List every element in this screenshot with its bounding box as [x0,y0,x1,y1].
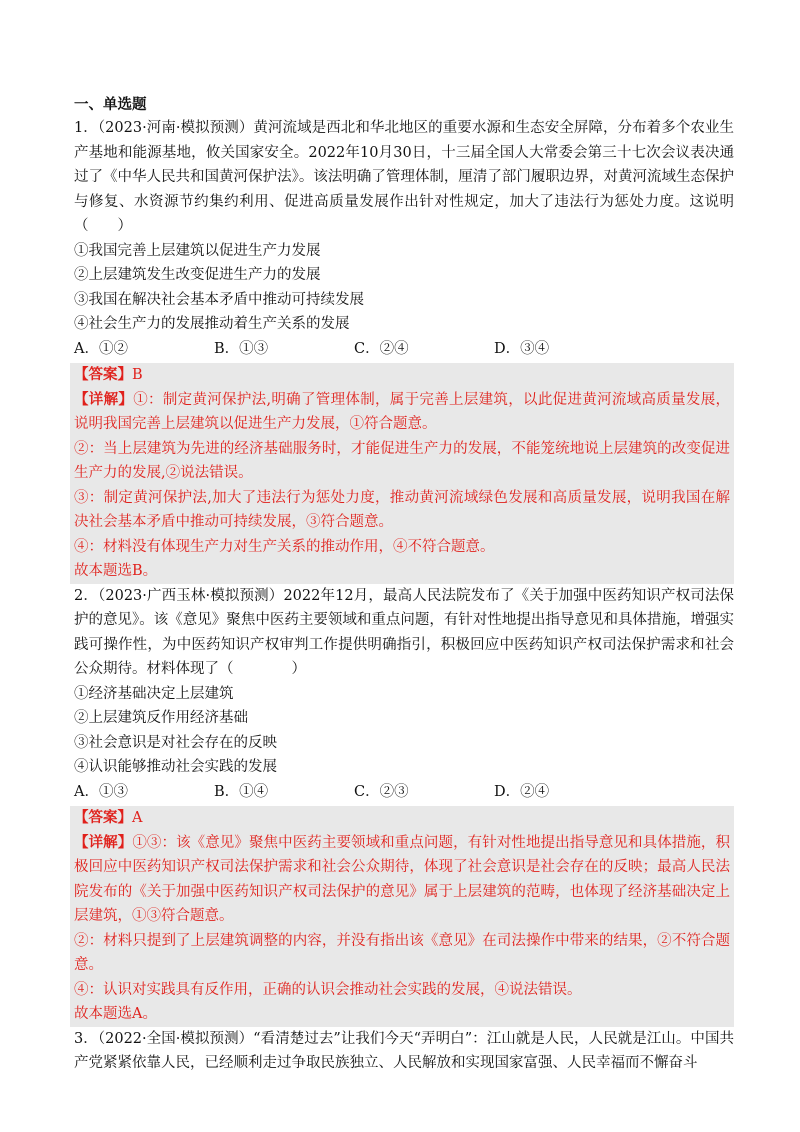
detail-label: 【详解】 [74,390,134,408]
choice-c: C．②③ [354,783,409,800]
conclusion-text: 故本题选B。 [74,563,158,579]
choice-c: C．②④ [354,340,409,357]
answer-line [74,806,730,831]
answer-label: 【答案】 [74,366,132,383]
detail-line [74,831,730,929]
choice-a: A．①③ [74,783,128,800]
statement-option: ①我国完善上层建筑以促进生产力发展 [74,242,321,259]
question-2 [74,584,734,1027]
statement-option: ②上层建筑反作用经济基础 [74,710,248,726]
answer-choices [74,337,734,362]
answer-choices [74,780,734,805]
statement-option: ④社会生产力的发展推动着生产关系的发展 [74,316,350,332]
answer-block [70,363,734,584]
statement-option: ④认识能够推动社会实践的发展 [74,759,277,775]
section-title: 一、单选题 [74,97,147,113]
choice-b: B．①③ [214,340,269,357]
statement-option: ③社会意识是对社会存在的反映 [74,734,277,751]
answer-value: A [132,810,143,826]
answer-label: 【答案】 [74,809,132,826]
answer-value: B [132,367,143,383]
conclusion-text: 故本题选A。 [74,1006,157,1022]
question-stem: 3．（2022·全国·模拟预测）“看清楚过去”让我们今天“弄明白”：江山就是人民，人民就是江山。中国共产党紧紧依靠人民，已经顺利走过争取民族独立、人民解放和实现国家富强、人民幸福而不懈奋斗 [74,1030,734,1071]
question-stem: 2．（2023·广西玉林·模拟预测）2022年12月，最高人民法院发布了《关于加强中医药知识产权司法保护的意见》。该《意见》聚焦中医药主要领域和重点问题，有针对性地提出指导意见和具体措施，增强实践可操作性，为中医药知识产权审判工作提供明确指引，积极回应中医药知识产权司法保护需求和社会公众期待。材料体现了（ ） [74,587,734,677]
detail-text: ②：材料只提到了上层建筑调整的内容，并没有指出该《意见》在司法操作中带来的结果，②不符合题意。 [74,932,730,973]
choice-d: D．②④ [494,783,550,800]
question-1 [74,116,734,584]
detail-text: ④：材料没有体现生产力对生产关系的推动作用，④不符合题意。 [74,538,495,555]
detail-text: ①：制定黄河保护法,明确了管理体制，属于完善上层建筑，以此促进黄河流域高质量发展，说明我国完善上层建筑以促进生产力发展，①符合题意。 [74,391,730,432]
detail-line [74,388,730,437]
choice-b: B．①④ [214,783,269,800]
detail-text: ②：当上层建筑为先进的经济基础服务时，才能促进生产力的发展，不能笼统地说上层建筑的改变促进生产力的发展,②说法错误。 [74,440,730,481]
document-content [74,96,734,1076]
answer-line [74,363,730,388]
question-stem: 1．（2023·河南·模拟预测）黄河流域是西北和华北地区的重要水源和生态安全屏障，分布着多个农业生产基地和能源基地，攸关国家安全。2022年10月30日，十三届全国人大常委会第三十七次会议表决通过了《中华人民共和国黄河保护法》。该法明确了管理体制，厘清了部门履职边界，对黄河流域生态保护与修复、水资源节约集约利用、促进高质量发展作出针对性规定，加大了违法行为惩处力度。这说明（ ） [74,120,734,234]
choice-a: A．①② [74,340,128,357]
detail-text: ④：认识对实践具有反作用，正确的认识会推动社会实践的发展，④说法错误。 [74,981,582,998]
question-3 [74,1027,734,1076]
answer-block [70,806,734,1027]
choice-d: D．③④ [494,340,550,357]
statement-option: ②上层建筑发生改变促进生产力的发展 [74,267,321,283]
detail-text: ①③：该《意见》聚焦中医药主要领域和重点问题，有针对性地提出指导意见和具体措施，积极回应中医药知识产权司法保护需求和社会公众期待，体现了社会意识是社会存在的反映；最高人民法院发布的《关于加强中医药知识产权司法保护的意见》属于上层建筑的范畴，也体现了经济基础决定上层建筑，①③符合题意。 [74,834,731,924]
detail-text: ③：制定黄河保护法,加大了违法行为惩处力度，推动黄河流域绿色发展和高质量发展，说明我国在解决社会基本矛盾中推动可持续发展，③符合题意。 [74,489,730,530]
statement-option: ③我国在解决社会基本矛盾中推动可持续发展 [74,291,364,308]
detail-label: 【详解】 [74,833,133,851]
statement-option: ①经济基础决定上层建筑 [74,685,234,702]
